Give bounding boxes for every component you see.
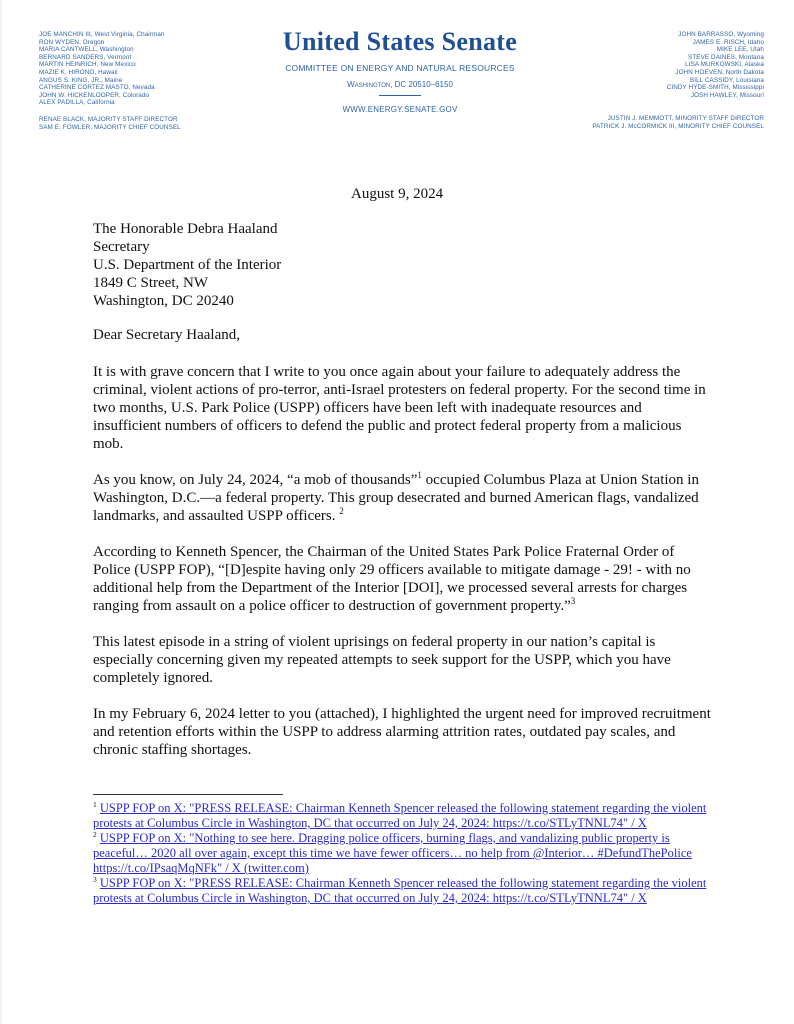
member: JOSH HAWLEY, Missouri (690, 91, 764, 99)
footnote-1-link[interactable]: USPP FOP on X: "PRESS RELEASE: Chairman Kenneth Spencer released the following statement regarding the violent protests at Columbus Circle in Washington, DC that occurred on July 24, 2024: https://t.co/STLyTNNL74" / X (93, 801, 707, 830)
minority-members-list (592, 31, 764, 131)
addressee-line: U.S. Department of the Interior (93, 257, 282, 273)
member: BILL CASSIDY, Louisiana (689, 76, 764, 84)
member: STEVE DAINES, Montana (688, 53, 764, 61)
member: LISA MURKOWSKI, Alaska (685, 61, 764, 69)
letterhead (260, 27, 540, 114)
paragraph-4: This latest episode in a string of violent uprisings on federal property in our nation’s capital is especially concerning given my repeated attempts to seek support for the USPP, which you have completely ignored. (93, 634, 671, 686)
member: MARTIN HEINRICH, New Mexico (39, 61, 136, 69)
page-edge (0, 0, 2, 1024)
staff: JUSTIN J. MEMMOTT, MINORITY STAFF DIRECTOR (607, 115, 764, 123)
footnote-2: $^2$ USPP FOP on X: "Nothing to see here. Dragging police officers, burning flags, and vandalizing public property is peaceful… 2020 all over again, except this time we have fewer officers… no help from @Interior… #DefundThePolice https://t.co/IPsaqMqNFk" / X (twitter.com) (93, 829, 692, 875)
member: ALEX PADILLA, California (39, 99, 115, 107)
paragraph-5: In my February 6, 2024 letter to you (attached), I highlighted the urgent need for improved recruitment and retention efforts within the USPP to address alarming attrition rates, outdated pay scales, and chronic staffing shortages. (93, 706, 711, 758)
footnote-1: $^1$ USPP FOP on X: "PRESS RELEASE: Chairman Kenneth Spencer released the following statement regarding the violent protests at Columbus Circle in Washington, DC that occurred on July 24, 2024: https://t.co/STLyTNNL74" / X (93, 799, 707, 830)
staff: RENAE BLACK, MAJORITY STAFF DIRECTOR (39, 115, 178, 123)
footnote-ref-1[interactable]: 1 (417, 470, 422, 480)
addressee-line: Washington, DC 20240 (93, 293, 234, 309)
majority-members-list (39, 31, 181, 131)
footnote-separator (93, 794, 283, 795)
member: ANGUS S. KING, JR., Maine (39, 76, 123, 84)
footnote-ref-2[interactable]: 2 (339, 506, 344, 516)
member: MARIA CANTWELL, Washington (39, 46, 134, 54)
paragraph-2: As you know, on July 24, 2024, “a mob of thousands”$^1$ occupied Columbus Plaza at Union Station in Washington, D.C.—a federal property. This group desecrated and burned American flags, vandalized landmarks, and assaulted USPP officers. $^2$ (93, 470, 699, 524)
footnote-3: $^3$ USPP FOP on X: "PRESS RELEASE: Chairman Kenneth Spencer released the following statement regarding the violent protests at Columbus Circle in Washington, DC that occurred on July 24, 2024: https://t.co/STLyTNNL74" / X (93, 874, 707, 905)
salutation: Dear Secretary Haaland, (93, 327, 240, 343)
member: JOHN BARRASSO, Wyoming (678, 31, 764, 38)
staff: PATRICK J. McCORMICK III, MINORITY CHIEF COUNSEL (592, 122, 764, 130)
member: MIKE LEE, Utah (716, 46, 764, 54)
member: BERNARD SANDERS, Vermont (39, 53, 132, 61)
senate-title: United States Senate (282, 27, 518, 56)
footnotes (93, 801, 713, 906)
addressee-line: 1849 C Street, NW (93, 275, 208, 291)
letterhead-divider (379, 95, 421, 96)
member: MAZIE K. HIRONO, Hawaii (39, 68, 118, 76)
footnote-2-link[interactable]: USPP FOP on X: "Nothing to see here. Dragging police officers, burning flags, and vandalizing public property is peaceful… 2020 all over again, except this time we have fewer officers… no help from @Interior… #DefundThePolice https://t.co/IPsaqMqNFk" / X (twitter.com) (93, 831, 692, 875)
paragraph-3: According to Kenneth Spencer, the Chairman of the United States Park Police Fraternal Order of Police (USPP FOP), “[D]espite having only 29 officers available to mitigate damage - 29! - with no additional help from the Department of the Interior [DOI], we processed several arrests for charges ranging from assault on a police officer to destruction of government property.”$^3$ (93, 544, 691, 614)
committee-website: WWW.ENERGY.SENATE.GOV (342, 105, 458, 114)
letter-date: August 9, 2024 (351, 186, 444, 202)
member: JOE MANCHIN III, West Virginia, Chairman (39, 31, 165, 38)
addressee-line: Secretary (93, 239, 150, 255)
addressee-block (93, 220, 281, 310)
staff: SAM E. FOWLER, MAJORITY CHIEF COUNSEL (39, 123, 181, 131)
member: CATHERINE CORTEZ MASTO, Nevada (39, 84, 155, 92)
member: JAMES E. RISCH, Idaho (692, 38, 764, 46)
member: RON WYDEN, Oregon (39, 38, 105, 46)
committee-address: Washington, DC 20510–6150 (347, 80, 453, 89)
member: CINDY HYDE-SMITH, Mississippi (666, 84, 764, 92)
footnote-3-link[interactable]: USPP FOP on X: "PRESS RELEASE: Chairman Kenneth Spencer released the following statement regarding the violent protests at Columbus Circle in Washington, DC that occurred on July 24, 2024: https://t.co/STLyTNNL74" / X (93, 876, 707, 905)
paragraph-1: It is with grave concern that I write to you once again about your failure to adequately address the criminal, violent actions of pro-terror, anti-Israel protesters on federal property. For the second time in two months, U.S. Park Police (USPP) officers have been left with inadequate resources and insufficient numbers of officers to defend the public and protect federal property from a malicious mob. (93, 364, 706, 452)
footnote-ref-3[interactable]: 3 (570, 596, 576, 606)
addressee-line: The Honorable Debra Haaland (93, 221, 278, 237)
member: JOHN W. HICKENLOOPER, Colorado (39, 91, 150, 99)
committee-name: COMMITTEE ON ENERGY AND NATURAL RESOURCES (285, 63, 515, 73)
member: JOHN HOEVEN, North Dakota (675, 68, 764, 76)
